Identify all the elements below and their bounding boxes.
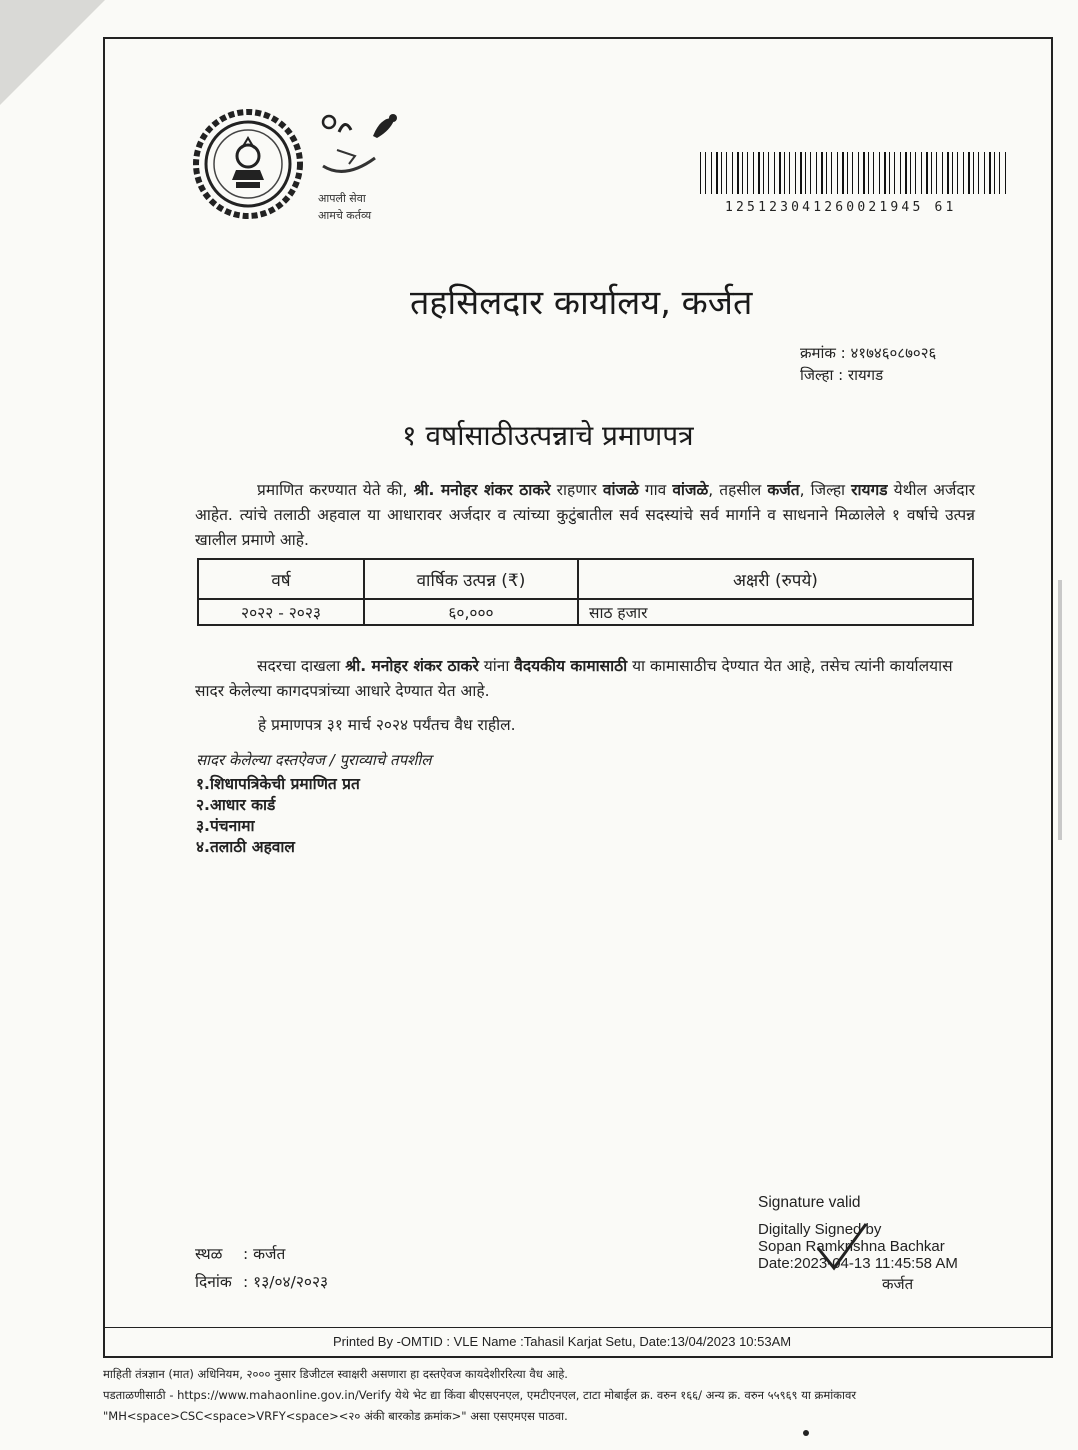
village-name: वांजळे <box>602 481 639 499</box>
barcode-bar <box>921 152 922 194</box>
barcode-bar <box>963 152 964 194</box>
village-name-2: वांजळे <box>672 481 709 499</box>
barcode-bar <box>942 152 943 194</box>
barcode-number: 125123041260021945 61 <box>725 200 957 215</box>
validity-statement: हे प्रमाणपत्र ३१ मार्च २०२४ पर्यंतच वैध राहील. <box>258 716 516 734</box>
purpose-paragraph <box>195 654 973 704</box>
reference-meta: क्रमांक : ४१७४६०८७०२६ जिल्हा : रायगड <box>800 344 937 384</box>
place-value: कर्जत <box>253 1245 286 1263</box>
footer-line-1: माहिती तंत्रज्ञान (मात) अधिनियम, २००० नुसार डिजीटल स्वाक्षरी असणारा हा दस्तऐवज कायदेशीररित्या वैध आहे. <box>103 1367 568 1381</box>
date-value: १३/०४/२०२३ <box>253 1273 329 1291</box>
barcode-bar <box>915 152 916 194</box>
p1-text-6: येथील अर्जदार आहेत. त्यांचे तलाठी अहवाल या आधारावर अर्जदार व त्यांच्या कुटुंबातील सर्व सदस्यांचे सर्व मार्गाने व साधनाने मिळालेले १ वर्षाचे उत्पन्न खालील प्रमाणे आहे. <box>195 481 976 549</box>
barcode-bar <box>821 152 823 194</box>
barcode-bar <box>947 152 949 194</box>
barcode-bar <box>1005 152 1006 194</box>
barcode-bar <box>973 152 974 194</box>
barcode-bar <box>758 152 760 194</box>
table-row <box>198 599 973 625</box>
barcode-bar <box>852 152 853 194</box>
barcode-bar <box>721 152 722 194</box>
printed-divider <box>103 1327 1053 1328</box>
barcode-bar <box>831 152 832 194</box>
barcode-bar <box>910 152 911 194</box>
scan-dot <box>803 1430 809 1436</box>
barcode-bar <box>774 152 775 194</box>
printed-by-line: Printed By -OMTID : VLE Name :Tahasil Karjat Setu, Date:13/04/2023 10:53AM <box>333 1334 792 1349</box>
barcode-bar <box>768 152 769 194</box>
cell-income-words: साठ हजार <box>578 599 973 625</box>
barcode-bar <box>705 152 706 194</box>
p1-text-2: राहणार <box>550 481 603 499</box>
taluka-name: कर्जत <box>767 481 800 499</box>
barcode-bar <box>816 152 817 194</box>
maharashtra-government-emblem <box>192 108 304 220</box>
place-date-block: स्थळ : कर्जत दिनांक : १३/०४/२०२३ <box>195 1240 328 1296</box>
purpose-applicant-name: श्री. मनोहर शंकर ठाकरे <box>345 657 479 675</box>
number-value: ४१७४६०८७०२६ <box>850 344 937 362</box>
barcode-bar <box>957 152 958 194</box>
barcode-bar <box>842 152 844 194</box>
logo-tagline-line1: आपली सेवा <box>318 192 366 205</box>
barcode-bar <box>900 152 901 194</box>
barcode-bar <box>805 152 806 194</box>
p1-text-5: , जिल्हा <box>799 481 852 499</box>
p1-text-3: गाव <box>638 481 673 499</box>
signature-check-icon <box>812 1218 872 1278</box>
cell-year: २०२२ - २०२३ <box>198 599 364 625</box>
barcode-bar <box>994 152 995 194</box>
office-title: तहसिलदार कार्यालय, कर्जत <box>410 283 753 323</box>
barcode-bar <box>873 152 874 194</box>
barcode-bar <box>826 152 827 194</box>
barcode-bar <box>716 152 718 194</box>
barcode-bar <box>763 152 764 194</box>
barcode-bar <box>926 152 928 194</box>
certificate-paragraph <box>195 478 975 553</box>
barcode-bar <box>795 152 796 194</box>
barcode-bar <box>847 152 848 194</box>
barcode-bar <box>700 152 701 194</box>
barcode-bar <box>726 152 727 194</box>
logo-tagline-line2: आमचे कर्तव्य <box>318 209 372 222</box>
barcode-bar <box>711 152 712 194</box>
purpose-text-2: यांना <box>478 657 515 675</box>
barcode-bar <box>753 152 754 194</box>
place-label: स्थळ <box>195 1245 223 1263</box>
barcode-bar <box>779 152 781 194</box>
signature-place: कर्जत <box>882 1275 914 1293</box>
list-item: ३.पंचनामा <box>196 817 255 835</box>
header-annual-income: वार्षिक उत्पन्न (₹) <box>364 559 578 599</box>
barcode-bar <box>858 152 859 194</box>
barcode-bar <box>984 152 985 194</box>
header-year: वर्ष <box>198 559 364 599</box>
barcode-bar <box>936 152 937 194</box>
applicant-name: श्री. मनोहर शंकर ठाकरे <box>413 481 551 499</box>
barcode-bar <box>952 152 953 194</box>
number-label: क्रमांक <box>800 344 836 362</box>
barcode-bar <box>884 152 886 194</box>
barcode-bar <box>999 152 1000 194</box>
barcode-bar <box>868 152 869 194</box>
purpose-text-1: सदरचा दाखला <box>257 657 346 675</box>
list-item: २.आधार कार्ड <box>196 796 276 814</box>
page-fold-shadow <box>0 0 105 105</box>
income-table-header <box>198 559 973 599</box>
header-in-words: अक्षरी (रुपये) <box>578 559 973 599</box>
p1-text-4: , तहसील <box>708 481 768 499</box>
barcode-bar <box>978 152 979 194</box>
legal-footer <box>103 1364 1068 1427</box>
documents-list <box>196 774 360 858</box>
barcode-bar <box>789 152 790 194</box>
district-label: जिल्हा <box>800 366 834 384</box>
barcode <box>700 152 1008 194</box>
barcode-bar <box>810 152 811 194</box>
footer-line-3: "MH<space>CSC<space>VRFY<space><२० अंकी बारकोड क्रमांक>" असा एसएमएस पाठवा. <box>103 1409 568 1423</box>
barcode-bar <box>784 152 785 194</box>
signed-by-label: Digitally Signed by <box>758 1221 882 1238</box>
district-value: रायगड <box>847 366 884 384</box>
district-name: रायगड <box>851 481 888 499</box>
barcode-bar <box>989 152 991 194</box>
date-label: दिनांक <box>195 1273 232 1291</box>
barcode-bar <box>737 152 739 194</box>
barcode-bar <box>837 152 838 194</box>
footer-line-2: पडताळणीसाठी - https://www.mahaonline.gov.in/Verify येथे भेट द्या किंवा बीएसएनएल, एमटीएनएल, टाटा मोबाईल क्र. वरुन १६६/ अन्य क्र. वरुन ५५९६९ या क्रमांकावर <box>103 1388 857 1402</box>
list-item: ४.तलाठी अहवाल <box>196 838 295 856</box>
purpose-reason: वैदयकीय कामासाठी <box>514 657 628 675</box>
barcode-bar <box>732 152 733 194</box>
cell-income: ६०,००० <box>364 599 578 625</box>
signature-valid-label: Signature valid <box>758 1194 861 1211</box>
signature-date: Date:2023-04-13 11:45:58 AM <box>758 1255 958 1272</box>
scan-edge-mark <box>1058 580 1062 840</box>
barcode-bar <box>742 152 743 194</box>
documents-heading: सादर केलेल्या दस्तऐवज / पुराव्याचे तपशील <box>196 751 432 769</box>
barcode-bar <box>889 152 890 194</box>
barcode-bar <box>968 152 970 194</box>
logo-tagline <box>318 190 371 224</box>
income-table <box>197 558 974 626</box>
barcode-bar <box>863 152 865 194</box>
barcode-bar <box>747 152 748 194</box>
barcode-bar <box>800 152 802 194</box>
p1-text-1: प्रमाणित करण्यात येते की, <box>257 481 414 499</box>
purpose-text-3: या कामासाठीच देण्यात येत आहे, तसेच त्यांनी कार्यालयास सादर केलेल्या कागदपत्रांच्या आधारे देण्यात येत आहे. <box>195 657 953 700</box>
signer-name: Sopan Ramkrishna Bachkar <box>758 1238 945 1255</box>
barcode-bar <box>879 152 880 194</box>
certificate-title: १ वर्षासाठीउत्पन्नाचे प्रमाणपत्र <box>402 419 694 452</box>
list-item: १.शिधापत्रिकेची प्रमाणित प्रत <box>196 775 360 793</box>
barcode-bar <box>931 152 932 194</box>
barcode-bar <box>894 152 895 194</box>
barcode-bar <box>905 152 907 194</box>
